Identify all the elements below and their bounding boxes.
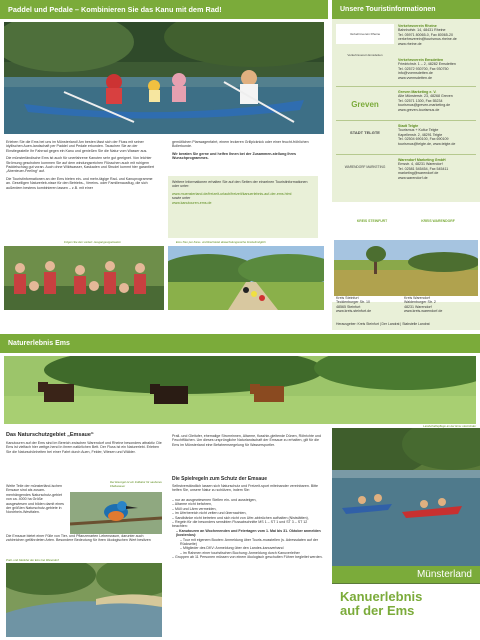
org-phone: Tel. 05971 80065-0, Fax 80065-20 <box>398 32 453 37</box>
org-phone: Tel. 02571 1300, Fax 55234 <box>398 98 443 103</box>
kreis-name: Kreis Warendorf <box>404 296 430 300</box>
org-phone: Tel. 02504 690100, Fax 690109 <box>398 137 449 142</box>
cattle-photo-caption: Landschaftspflege an der Ems: Heckrinder <box>423 424 476 428</box>
river-photo-caption: Prall- und Gleitufer der Ems bei Warendorf <box>6 558 59 562</box>
nature-heading: Das Naturschutzgebiet „Emsaue“ <box>6 432 94 438</box>
greven-logo <box>340 90 390 118</box>
org-address: Bahnhofstr. 14, 48431 Rheine <box>398 28 446 33</box>
rule-item: – nur an ausgewiesenen Stellen ein- und aussteigen, <box>172 498 257 502</box>
tourist-banner-title: Unsere Touristinformationen <box>340 6 436 13</box>
info-link-separator: sowie unter <box>172 196 191 201</box>
intro-paragraph: gemütlichen Planwagenfahrt, einem leckeren Grillpicknick oder einer feucht-fröhlichen Bollerkunde. <box>172 140 309 149</box>
telgte-logo-text: STADT TELGTE <box>350 129 380 135</box>
cattle-photo <box>4 356 476 424</box>
kreis-website[interactable]: www.kreis-steinfurt.de <box>336 309 372 314</box>
org-subtitle: Tourismus + Kultur Telgte <box>398 128 439 133</box>
org-name: Warendorf Marketing GmbH <box>398 158 446 162</box>
kreis-name: Kreis Steinfurt <box>336 296 359 300</box>
cover-title <box>340 590 476 618</box>
people-photo-caption: Folgen Sie den vordert. Ausgangsorganisaton <box>64 240 121 244</box>
top-banner-title: Paddel und Pedale – Kombinieren Sie das Kanu mit dem Rad! <box>8 5 222 14</box>
region-label: Münsterland <box>416 569 472 580</box>
kingfisher-photo <box>70 492 162 534</box>
kreis-website[interactable]: www.kreis-warendorf.de <box>404 309 443 314</box>
nature-paragraph: Weite Teile der münsterländ-ischen Emsaue sind als zusam-menhängendes Naturschutz-gebiet von ca. 4000 ha Größe ausgewiesen und bilden damit eines der größten Naturschutz-gebiete in Nordrhein-Westfalen. <box>6 484 64 515</box>
cover-title-line: Kanuerlebnis <box>340 589 423 604</box>
cyclists-photo <box>168 246 324 310</box>
info-box-text: Weitere Informationen erhalten Sie auf den Seiten der einzelnen Touristinformationen oder unter: <box>172 180 308 189</box>
kingfisher-caption: Der Eisvogel ist ein Indikator für sauberes Fließwasser <box>110 480 162 488</box>
emsdetten-logo-text: Verkehrsverein Emsdetten <box>347 53 383 57</box>
org-greven <box>398 90 478 112</box>
emsdetten-logo <box>336 46 394 64</box>
org-address: Emsstr. 4, 48231 Warendorf <box>398 162 443 167</box>
divider <box>336 86 476 87</box>
intro-column-2 <box>172 140 324 164</box>
rule-item: – Kanutouren an Wochenenden und Feiertagen vom 1. Mai bis 31. Oktober anmelden (kostenlos): <box>176 528 321 538</box>
rule-subitem: – Mitglieder des DKV: Anmeldung über den Landes-kanuverband <box>180 546 284 551</box>
intro-paragraph: Die münsterländische Ems ist auch für unerfahrene Kanuten sehr gut geeignet. Von leichter Strömung geschoben kommen Sie auf dem windungsreichen Flüsschen auch mit ruhigem Paddelschlag gut voran. Auch ohne Wildwasser, Kaskaden und Strudel kommt hier garantiert „Abenteuer-Feeling“ auf. <box>6 156 155 174</box>
kreis-warendorf-logo <box>408 206 468 236</box>
kreis-street: Tecklenburger Str. 10 <box>336 300 370 305</box>
region-bar <box>332 566 480 583</box>
cover-title-line: auf der Ems <box>340 603 415 618</box>
top-banner <box>0 0 328 19</box>
info-box <box>168 176 318 238</box>
org-email[interactable]: info@vvemsdetten.de <box>398 71 433 76</box>
org-telgte <box>398 124 478 146</box>
tourist-banner <box>332 0 480 19</box>
org-rheine <box>398 24 478 46</box>
river-photo <box>6 563 162 637</box>
org-email[interactable]: tourismus@greven-marketing.de <box>398 103 451 108</box>
canoe-photo <box>4 22 324 134</box>
org-name: Verkehrsverein Emsdetten <box>398 58 444 62</box>
nature-banner-title: Naturerlebnis Ems <box>8 340 70 347</box>
rules-list <box>172 498 324 560</box>
greven-logo-text: Greven <box>351 99 379 109</box>
rules-intro: Selbstverständlich lassen sich Naturschutz und Freizeit-sport miteinander vereinbaren. Bitte helfen Sie, unsere Natur zu schützen, indem Sie: <box>172 484 319 493</box>
org-email[interactable]: tourismus@telgte.de, www.telgte.de <box>398 141 456 146</box>
bike-photo-caption: Ems-Tour per Kanu- und Rad bietet abwechslungsreiche Freizeitmöglich <box>176 240 266 244</box>
kreis-city: 48565 Steinfurt <box>336 304 361 309</box>
org-website[interactable]: www.vvemsdetten.de <box>398 75 432 80</box>
nature-habitat-text <box>6 534 162 546</box>
rule-subitem: – im Rahmen einer touristischen Buchung: Anmeldung durch Kanuverleiher <box>180 550 300 555</box>
nature-banner <box>0 334 480 353</box>
meadow-photo <box>334 240 478 296</box>
org-address: Alte Münsterstr. 23, 48268 Greven <box>398 94 453 99</box>
intro-column-1 <box>6 140 156 193</box>
nature-protected-text <box>6 484 64 518</box>
intro-paragraph: Die Touristinformationen an der Ems bieten ein- und mehr-tägige Rad- und Kanuprogramme an. Geselligen Naturerleb-nisse für den Betriebs-, Vereins- oder Familienausflug, die sich außerdem bestens kombinieren lassen – z.B. mit einer <box>6 176 153 190</box>
group-photo <box>4 246 164 310</box>
org-phone: Tel. 02572 930700, Fax 930750 <box>398 66 449 71</box>
intro-paragraph: Erleben Sie die Ems bei uns im Münsterland! Am besten lässt sich der Fluss mit seiner idyllischen Auen-landschaft per Paddel und Pedale erkunden. Tauschen Sie an der Einstiegsstelle Ihr Fahrrad gegen ein Kanu und genießen Sie die Natur vom Wasser aus. <box>6 140 148 153</box>
warendorf-marketing-logo <box>336 160 394 174</box>
warendorf-logo-text: WARENDORF MARKETING <box>344 165 386 169</box>
org-emsdetten <box>398 58 478 80</box>
kreis-street: Waldenburger Str. 2 <box>404 300 436 305</box>
rule-item: – Müll und Lärm vermeiden, <box>172 506 217 511</box>
rule-item: – Altarme nicht befahren, <box>172 502 212 507</box>
advice-paragraph: Wir beraten Sie gerne und helfen Ihnen bei der Zusammen-stellung Ihres Wunschprogrammes. <box>172 151 296 161</box>
kreis-warendorf-logo-text: KREIS WARENDORF <box>421 219 455 223</box>
rule-item: – Regeln für die besonders sensiblen Flussabschnitte MS 1 – ST 1 und ST 3 – ST 12 beachten: <box>172 520 308 529</box>
org-name: Verkehrsverein Rheine <box>398 24 437 28</box>
info-link-kanutouren[interactable]: www.kanutouren-ems.de <box>172 200 212 205</box>
nature-col2-text: Prall- und Gleitufer, ehemalige Stromrinnen, Altarme, flusshin-gleitende Dünen, Röhrichte und Feuchtflächen. Um dieses ursprüngliche Naturlandschaft der Emsaue zu erhalten, gilt für die Ems im Münsterland eine Befahrensregelung für Wassersportler. <box>172 434 322 447</box>
org-address: Kapellenstr. 2, 48291 Telgte <box>398 132 443 137</box>
kreis-city: 48231 Warendorf <box>404 304 432 309</box>
publisher-line: Herausgeber: Kreis Steinfurt | Der Landrat | Stabstelle Landrat <box>336 322 430 326</box>
org-email[interactable]: marketing@warendorf.de <box>398 171 439 176</box>
org-name: Greven Marketing e. V. <box>398 90 437 94</box>
rheine-logo <box>336 24 394 44</box>
info-link-muensterland[interactable]: www.muensterland.de/freizeit-urlaub/freizeit/kanuerlebnis-auf-der-ems.html <box>172 191 292 196</box>
org-name: Stadt Telgte <box>398 124 419 128</box>
telgte-logo <box>336 126 394 138</box>
org-email[interactable]: verkehrsverein@tourismus.rheine.de <box>398 37 457 42</box>
rule-item: – Gruppen ab 11 Personen müssen von einem ökologisch geschulten Führer begleitet werden. <box>172 555 323 560</box>
kreis-warendorf-address <box>404 296 478 314</box>
rule-subitem: – Tour mit eigenem Booten: Anmeldung über Touris-musstellen (s. Adressdaten auf der Rückseite) <box>180 537 319 547</box>
rule-item: – Sandbänke nicht betreten und sich nicht von Ufer-abbrüchen aufhalten (Niststätten), <box>172 515 309 520</box>
rules-heading: Die Spielregeln zum Schutz der Emsaue <box>172 476 268 482</box>
nature-paragraph: Kanutouren auf der Ems sind im Bereich zwischen Warendorf und Rheine besonders attraktiv. Die Ems ist vielfach hier weitge-hend in ihrem natürlichen Bett. Der Fluss ist ein Naturerlebi. Erleben Sie die Naturschönheiten bei einer Fahrt durch Auen, Felder, Wiesen und Wälder. <box>6 441 162 454</box>
org-website[interactable]: www.rheine.de <box>398 41 422 46</box>
nature-paragraph: Die Emsaue bietet einer Fülle von Tier- und Pflanzenarten Lebensraum, darunter auch zahlreichen gefährdeten Arten. Besondere Bedeutung für ihren ökologischen Wert besitzen <box>6 534 151 543</box>
divider <box>336 154 476 155</box>
org-website[interactable]: www.greven-tourismus.de <box>398 107 440 112</box>
kreis-steinfurt-logo-text: KREIS STEINFURT <box>356 219 388 223</box>
org-warendorf <box>398 158 478 180</box>
rule-item: – im Uferbereich nicht zelten und übernachten, <box>172 511 247 516</box>
org-address: Friedrichstr. 1 – 2, 48282 Emsdetten <box>398 62 456 67</box>
divider <box>336 120 476 121</box>
org-phone: Tel. 02581 545454, Fax 545411 <box>398 166 449 171</box>
kreis-steinfurt-logo <box>350 206 394 236</box>
rheine-logo-text: Verkehrsverein Rheine <box>349 32 381 36</box>
kreis-steinfurt-address <box>336 296 404 314</box>
nature-intro <box>6 441 162 457</box>
org-website[interactable]: www.warendorf.de <box>398 175 428 180</box>
